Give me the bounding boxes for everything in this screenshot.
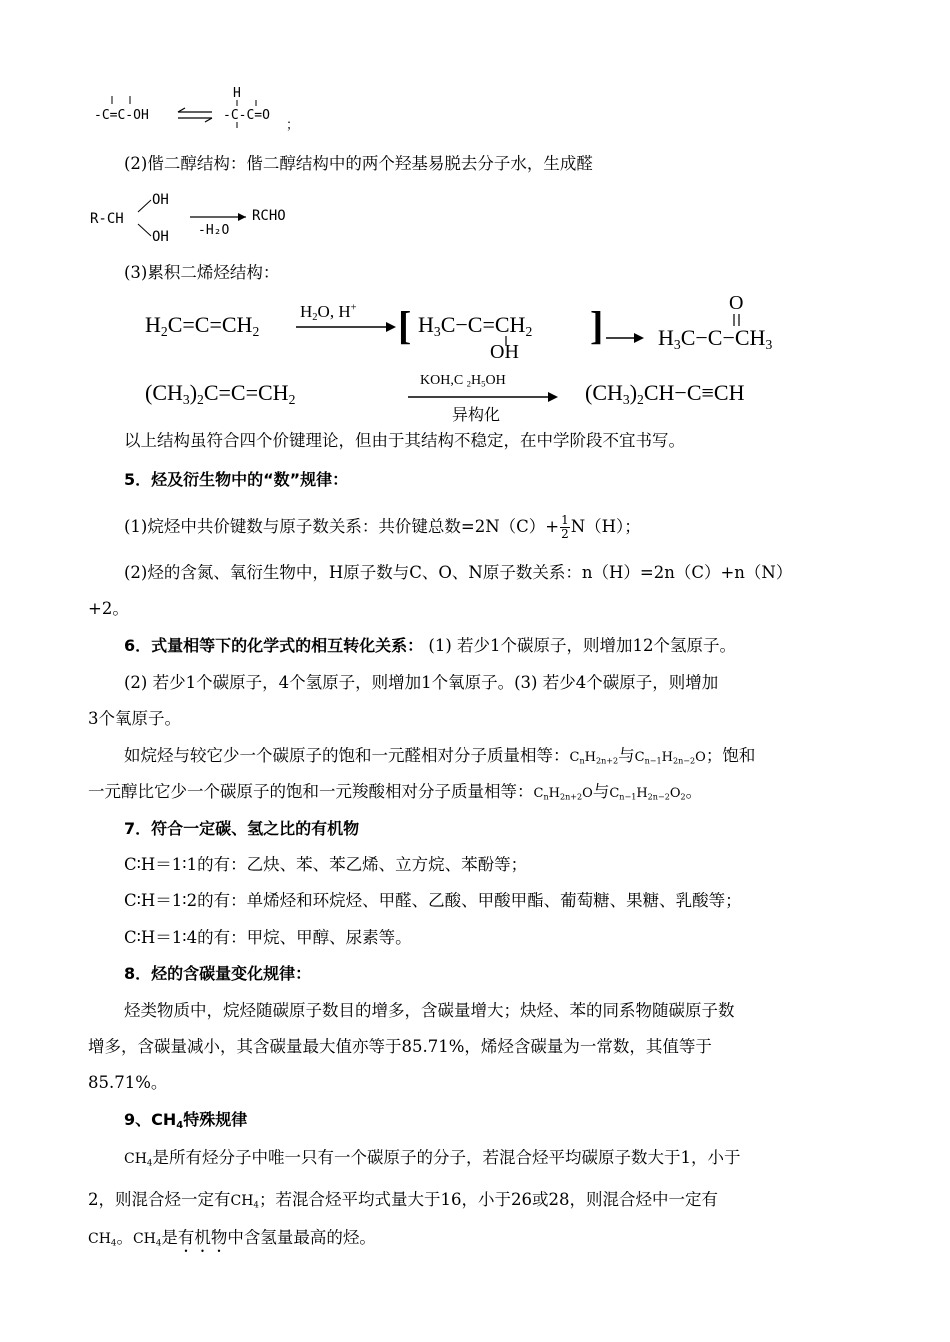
eq2-oh-top: OH	[152, 192, 169, 208]
eq1-tail: ；	[286, 118, 300, 133]
para-3: (3)累积二烯烃结构：	[124, 263, 280, 282]
para-5-1a: (1)烷烃中共价键数与原子数关系：共价键总数=2N（C）+	[124, 517, 560, 536]
eq3-reactant: $H_2C=C=CH_2$	[145, 312, 260, 340]
reaction-arrow-icon	[408, 392, 560, 402]
emphasis-organic: 有机物	[177, 1228, 228, 1247]
formula-alkane: $C_nH_{2n+2}$	[569, 750, 619, 766]
formula-alcohol: $C_nH_{2n+2}O$	[533, 786, 593, 802]
para-7-2: C∶H＝1∶2的有：单烯烃和环烷烃、甲醛、乙酸、甲酸甲酯、葡萄糖、果糖、乳酸等；	[124, 891, 742, 910]
eq3-prod-o: O	[729, 292, 744, 314]
eq1-rhs: -C-C=O	[223, 108, 270, 123]
eq4-cond-top: KOH,C $_2H_5OH$	[420, 373, 506, 389]
one-half-fraction: $\frac{1}{2}$	[561, 513, 569, 541]
para-6-1: (1) 若少1个碳原子，则增加12个氢原子。	[428, 636, 737, 655]
reaction-arrow-icon	[606, 333, 646, 343]
eq2-oh-bot: OH	[152, 229, 169, 245]
para-8-2: 增多，含碳量减小，其含碳量最大值亦等于85.71%，烯烃含碳量为一常数，其值等于	[88, 1037, 712, 1056]
para-8-1: 烃类物质中，烷烃随碳原子数目的增多，含碳量增大；炔烃、苯的同系物随碳原子数	[124, 1001, 735, 1020]
eq1-rhs-h: H	[233, 86, 241, 101]
eq2-prod: RCHO	[252, 208, 286, 224]
para-5-2a: (2)烃的含氮、氧衍生物中，H原子数与C、O、N原子数关系：n（H）=2n（C）+n（N）	[124, 563, 793, 582]
bracket-left: [	[398, 303, 412, 348]
para-9-1: $CH_4$是所有烃分子中唯一只有一个碳原子的分子，若混合烃平均碳原子数大于1，小于	[124, 1148, 741, 1169]
heading-8: 8．烃的含碳量变化规律：	[124, 964, 312, 983]
para-8-3: 85.71%。	[88, 1073, 168, 1092]
eq3-cond: $H_2O$, H+	[300, 302, 357, 324]
section-6-line1	[124, 636, 914, 656]
para-6-2: (2) 若少1个碳原子，4个氢原子，则增加1个氧原子。(3) 若少4个碳原子，则增加	[124, 673, 719, 692]
note: 以上结构虽符合四个价键理论，但由于其结构不稳定，在中学阶段不宜书写。	[124, 431, 685, 450]
heading-6: 6．式量相等下的化学式的相互转化关系：	[124, 636, 424, 655]
para-5-2b: +2。	[88, 599, 129, 618]
formula-acid: $C_{n-1}H_{2n-2}O_2$	[609, 786, 686, 802]
para-5-1	[124, 514, 914, 541]
heading-5: 5．烃及衍生物中的“数”规律：	[124, 470, 349, 489]
eq1-lhs: -C=C-OH	[94, 108, 149, 123]
reaction-arrow-icon	[296, 322, 398, 332]
eq3-product: $H_3C-C-CH_3$	[658, 325, 773, 353]
para-9-3: $CH_4$。$CH_4$是有机物中含氢量最高的烃。	[88, 1228, 376, 1249]
eq4-reactant: $(CH_3)_2C=C=CH_2$	[145, 380, 296, 408]
heading-9: 9、$CH_4$特殊规律	[124, 1110, 248, 1131]
para-7-1: C∶H＝1∶1的有：乙炔、苯、苯乙烯、立方烷、苯酚等；	[124, 855, 528, 874]
para-9-2: 2，则混合烃一定有$CH_4$；若混合烃平均式量大于16，小于26或28，则混合烃中一定有	[88, 1190, 718, 1211]
eq2-r: R-CH	[90, 211, 124, 227]
eq4-cond-bot: 异构化	[452, 405, 501, 424]
para-6-3: 3个氧原子。	[88, 709, 181, 728]
eq4-product: $(CH_3)_2CH-C\equiv CH$	[585, 380, 745, 408]
eq3-intermediate: $H_3C-C=CH_2$	[418, 312, 533, 340]
para-2: (2)偕二醇结构：偕二醇结构中的两个羟基易脱去分子水，生成醛	[124, 154, 593, 173]
reaction-arrow-icon	[190, 213, 248, 221]
eq2-cond: -H₂O	[198, 223, 230, 238]
para-7-3: C∶H＝1∶4的有：甲烷、甲醇、尿素等。	[124, 928, 412, 947]
heading-7: 7．符合一定碳、氢之比的有机物	[124, 819, 360, 838]
formula-aldehyde: $C_{n-1}H_{2n-2}O$	[634, 750, 706, 766]
para-6-5: 一元醇比它少一个碳原子的饱和一元羧酸相对分子质量相等：$C_nH_{2n+2}O$与$C_{n-1}H_{2n-2}O_2$。	[88, 782, 703, 802]
para-5-1b: N（H）；	[570, 517, 641, 536]
para-6-4: 如烷烃与较它少一个碳原子的饱和一元醛相对分子质量相等：$C_nH_{2n+2}$与$C_{n-1}H_{2n-2}O$；饱和	[124, 746, 756, 766]
eq3-oh: OH	[490, 341, 519, 363]
bracket-right: ]	[590, 303, 604, 348]
